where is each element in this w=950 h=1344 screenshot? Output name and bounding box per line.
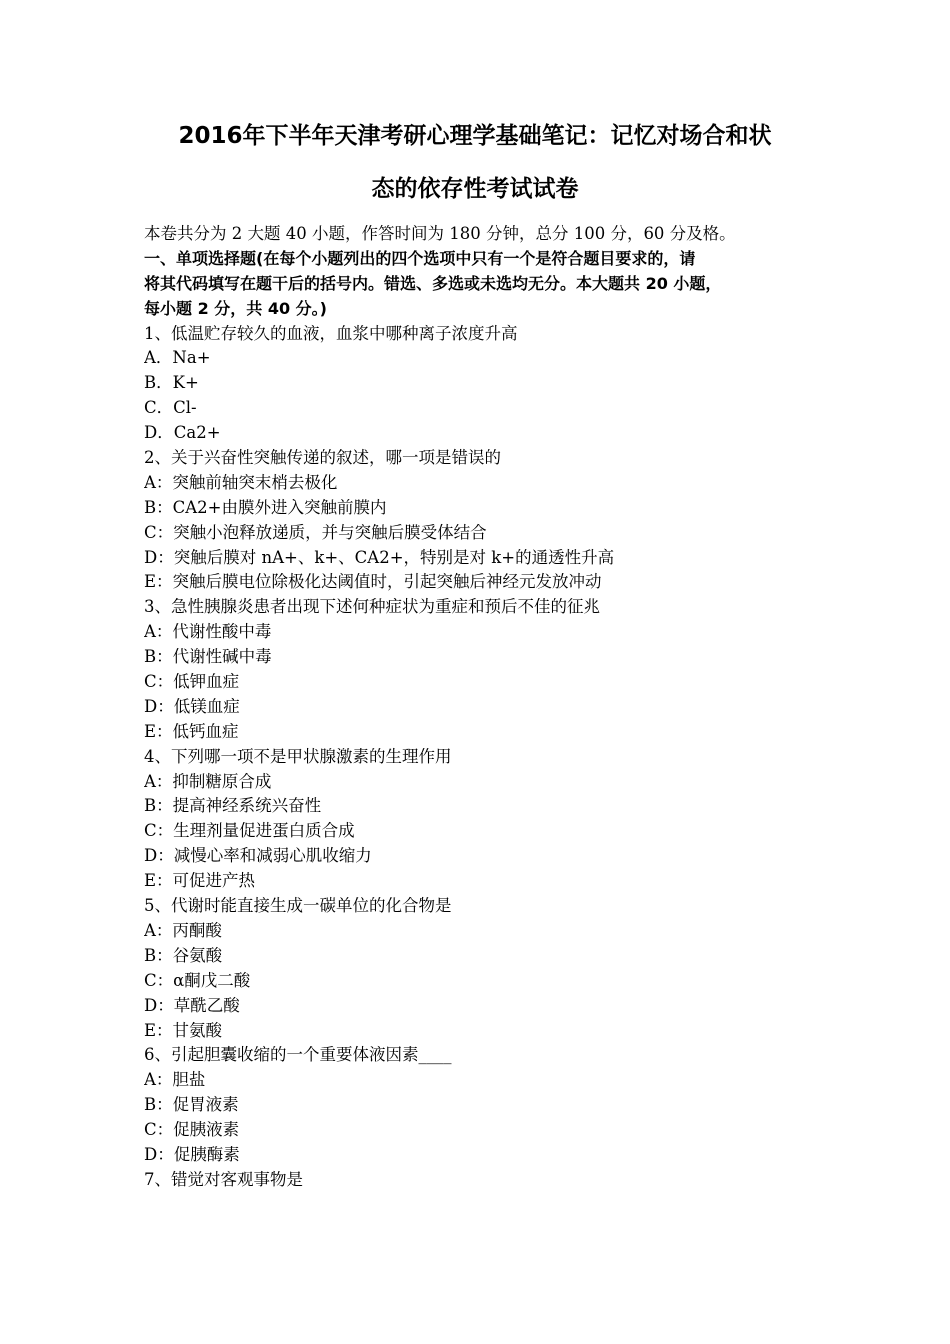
answer-option: D：草酰乙酸 — [144, 995, 240, 1015]
question-stem: 5、代谢时能直接生成一碳单位的化合物是 — [144, 896, 452, 916]
answer-option: C：低钾血症 — [144, 672, 240, 692]
answer-option: A．Na+ — [144, 348, 211, 368]
question-block — [144, 446, 808, 595]
question-block — [144, 1043, 808, 1167]
question-stem: 1、低温贮存较久的血液，血浆中哪种离子浓度升高 — [144, 323, 518, 343]
question-stem: 7、错觉对客观事物是 — [144, 1169, 303, 1189]
section-heading-line-3: 每小题 2 分，共 40 分。) — [144, 298, 327, 318]
answer-option: D．Ca2+ — [144, 423, 221, 443]
exam-intro: 本卷共分为 2 大题 40 小题，作答时间为 180 分钟，总分 100 分，60 分及格。 — [144, 224, 736, 243]
answer-option: E：可促进产热 — [144, 871, 256, 891]
answer-option: D：突触后膜对 nA+、k+、CA2+，特别是对 k+的通透性升高 — [144, 547, 615, 567]
answer-option: B．K+ — [144, 373, 199, 393]
answer-option: B：代谢性碱中毒 — [144, 647, 272, 667]
question-stem: 3、急性胰腺炎患者出现下述何种症状为重症和预后不佳的征兆 — [144, 597, 600, 617]
answer-option: B：促胃液素 — [144, 1095, 239, 1115]
answer-option: C．Cl- — [144, 398, 197, 418]
answer-option: A：代谢性酸中毒 — [144, 622, 272, 642]
question-list — [144, 322, 808, 1193]
question-stem: 6、引起胆囊收缩的一个重要体液因素____ — [144, 1045, 452, 1065]
answer-option: B：CA2+由膜外进入突触前膜内 — [144, 497, 387, 517]
answer-option: D：促胰酶素 — [144, 1144, 240, 1164]
question-stem: 4、下列哪一项不是甲状腺激素的生理作用 — [144, 746, 452, 766]
document-title-line-1: 2016年下半年天津考研心理学基础笔记：记忆对场合和状 — [178, 123, 772, 149]
question-block — [144, 894, 808, 1043]
answer-option: C：突触小泡释放递质，并与突触后膜受体结合 — [144, 522, 487, 542]
answer-option: A：抑制糖原合成 — [144, 771, 272, 791]
question-stem: 2、关于兴奋性突触传递的叙述，哪一项是错误的 — [144, 448, 501, 468]
answer-option: D：低镁血症 — [144, 696, 240, 716]
answer-option: C：α酮戊二酸 — [144, 970, 251, 990]
answer-option: A：丙酮酸 — [144, 920, 222, 940]
answer-option: E：低钙血症 — [144, 721, 239, 741]
answer-option: C：促胰液素 — [144, 1120, 240, 1140]
question-block — [144, 1168, 808, 1193]
section-heading-line-2: 将其代码填写在题干后的括号内。错选、多选或未选均无分。本大题共 20 小题， — [144, 273, 722, 293]
document-body — [144, 222, 808, 1193]
answer-option: A：胆盐 — [144, 1070, 206, 1090]
answer-option: E：甘氨酸 — [144, 1020, 223, 1040]
answer-option: B：谷氨酸 — [144, 945, 223, 965]
answer-option: B：提高神经系统兴奋性 — [144, 796, 322, 816]
document-title-line-2: 态的依存性考试试卷 — [371, 176, 579, 202]
section-heading-line-1: 一、单项选择题(在每个小题列出的四个选项中只有一个是符合题目要求的，请 — [144, 248, 696, 268]
answer-option: D：减慢心率和减弱心肌收缩力 — [144, 846, 372, 866]
answer-option: C：生理剂量促进蛋白质合成 — [144, 821, 355, 841]
answer-option: E：突触后膜电位除极化达阈值时，引起突触后神经元发放冲动 — [144, 572, 602, 592]
question-block — [144, 595, 808, 744]
question-block — [144, 322, 808, 446]
answer-option: A：突触前轴突末梢去极化 — [144, 472, 338, 492]
question-block — [144, 745, 808, 894]
